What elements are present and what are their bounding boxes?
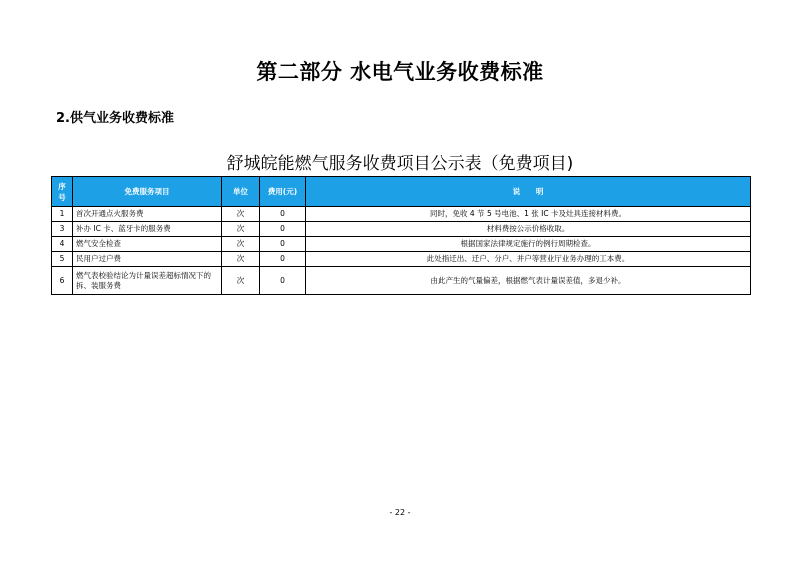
cell-seq: 1 xyxy=(52,207,73,222)
header-note: 说 明 xyxy=(306,177,751,207)
table-row xyxy=(52,207,751,222)
header-fee: 费用(元) xyxy=(260,177,306,207)
section-heading: 2.供气业务收费标准 xyxy=(56,111,174,126)
cell-unit: 次 xyxy=(222,207,260,222)
page-number: - 22 - xyxy=(389,508,411,517)
cell-seq: 6 xyxy=(52,267,73,295)
table-title: 舒城皖能燃气服务收费项目公示表（免费项目) xyxy=(226,154,574,174)
cell-fee: 0 xyxy=(260,267,306,295)
cell-item: 燃气表校验结论为计量误差超标情况下的拆、装服务费 xyxy=(73,267,222,295)
cell-note: 此处指迁出、迁户、分户、并户等营业厅业务办理的工本费。 xyxy=(306,252,751,267)
cell-unit: 次 xyxy=(222,237,260,252)
cell-note: 由此产生的气量偏差，根据燃气表计量误差值，多退少补。 xyxy=(306,267,751,295)
header-unit: 单位 xyxy=(222,177,260,207)
table-row xyxy=(52,222,751,237)
fee-table xyxy=(51,176,751,295)
table-row xyxy=(52,237,751,252)
cell-seq: 4 xyxy=(52,237,73,252)
cell-item: 民用户过户费 xyxy=(73,252,222,267)
cell-unit: 次 xyxy=(222,222,260,237)
header-item: 免费服务项目 xyxy=(73,177,222,207)
cell-seq: 3 xyxy=(52,222,73,237)
cell-note: 材料费按公示价格收取。 xyxy=(306,222,751,237)
cell-fee: 0 xyxy=(260,237,306,252)
table-row xyxy=(52,267,751,295)
cell-unit: 次 xyxy=(222,252,260,267)
cell-item: 首次开通点火服务费 xyxy=(73,207,222,222)
table-header-row xyxy=(52,177,751,207)
cell-note: 根据国家法律规定施行的例行周期检查。 xyxy=(306,237,751,252)
cell-unit: 次 xyxy=(222,267,260,295)
header-seq: 序 号 xyxy=(52,177,73,207)
cell-item: 燃气安全检查 xyxy=(73,237,222,252)
cell-fee: 0 xyxy=(260,222,306,237)
cell-fee: 0 xyxy=(260,252,306,267)
cell-seq: 5 xyxy=(52,252,73,267)
cell-note: 同时，免收 4 节 5 号电池、1 张 IC 卡及灶具连接材料费。 xyxy=(306,207,751,222)
cell-fee: 0 xyxy=(260,207,306,222)
table-row xyxy=(52,252,751,267)
cell-item: 补办 IC 卡、蓝牙卡的服务费 xyxy=(73,222,222,237)
page-title: 第二部分 水电气业务收费标准 xyxy=(256,60,544,84)
